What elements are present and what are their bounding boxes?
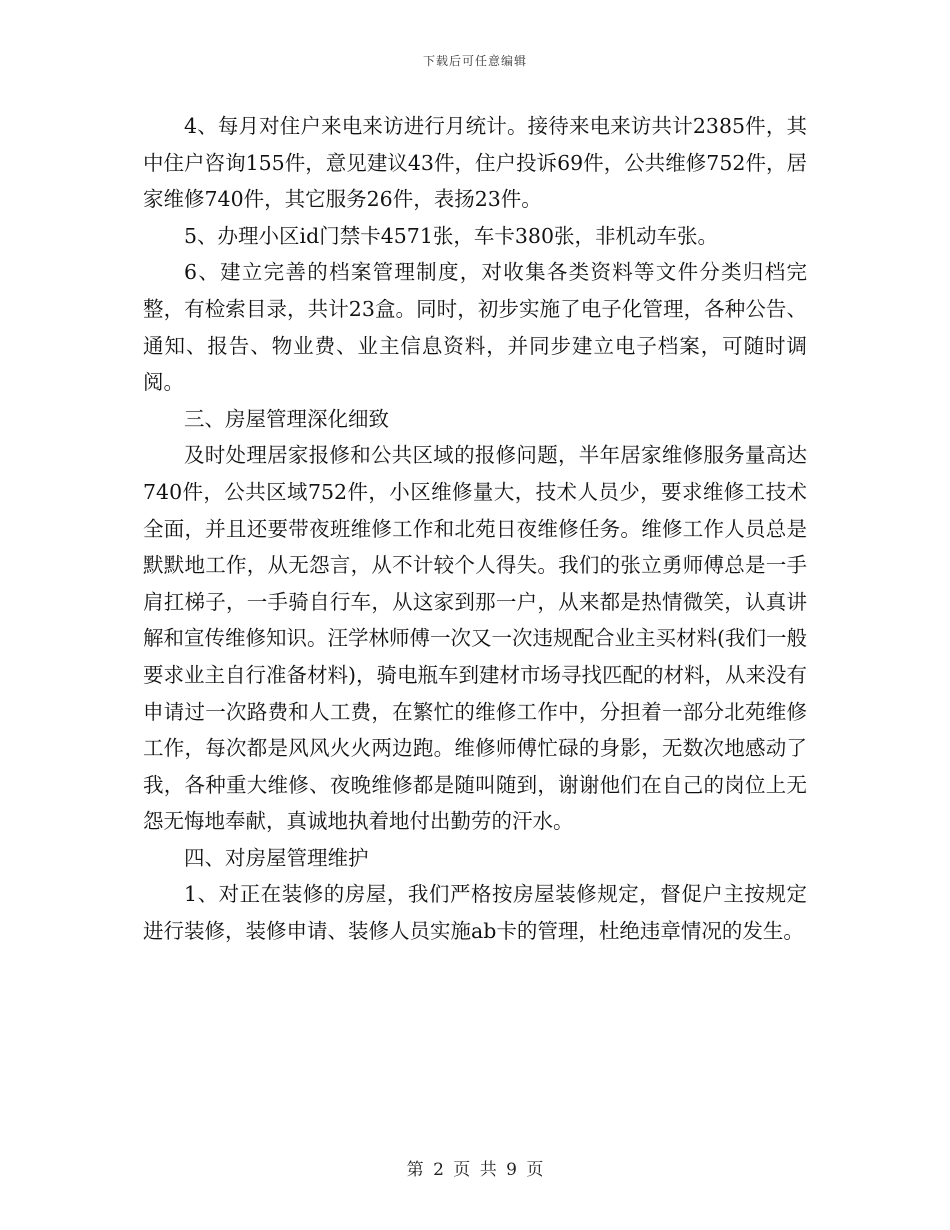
paragraph-monthly-statistics: 4、每月对住户来电来访进行月统计。接待来电来访共计2385件，其中住户咨询155件，意见建议43件，住户投诉69件，公共维修752件，居家维修740件，其它服务26件，表扬23件。 bbox=[143, 114, 807, 212]
section-heading-housing-management: 三、房屋管理深化细致 bbox=[184, 406, 389, 431]
paragraph-renovation-rules: 1、对正在装修的房屋，我们严格按房屋装修规定，督促户主按规定进行装修，装修申请、装修人员实施ab卡的管理，杜绝违章情况的发生。 bbox=[143, 882, 807, 944]
section-heading-housing-maintenance: 四、对房屋管理维护 bbox=[184, 845, 369, 870]
page-footer: 第 2 页 共 9 页 bbox=[406, 1160, 544, 1180]
paragraph-archive-management: 6、建立完善的档案管理制度，对收集各类资料等文件分类归档完整，有检索目录，共计23盒。同时，初步实施了电子化管理，各种公告、通知、报告、物业费、业主信息资料，并同步建立电子档案，可随时调阅。 bbox=[143, 260, 807, 395]
paragraph-access-cards: 5、办理小区id门禁卡4571张，车卡380张，非机动车张。 bbox=[184, 223, 719, 248]
document-body bbox=[143, 108, 807, 950]
page-header: 下载后可任意编辑 bbox=[422, 54, 527, 68]
paragraph-repair-work: 及时处理居家报修和公共区域的报修问题，半年居家维修服务量高达740件，公共区域752件，小区维修量大，技术人员少，要求维修工技术全面，并且还要带夜班维修工作和北苑日夜维修任务。维修工作人员总是默默地工作，从无怨言，从不计较个人得失。我们的张立勇师傅总是一手肩扛梯子，一手骑自行车，从这家到那一户，从来都是热情微笑，认真讲解和宣传维修知识。汪学林师傅一次又一次违规配合业主买材料(我们一般要求业主自行准备材料)，骑电瓶车到建材市场寻找匹配的材料，从来没有申请过一次路费和人工费，在繁忙的维修工作中，分担着一部分北苑维修工作，每次都是风风火火两边跑。维修师傅忙碌的身影，无数次地感动了我，各种重大维修、夜晚维修都是随叫随到，谢谢他们在自己的岗位上无怨无悔地奉献，真诚地执着地付出勤劳的汗水。 bbox=[143, 443, 807, 834]
